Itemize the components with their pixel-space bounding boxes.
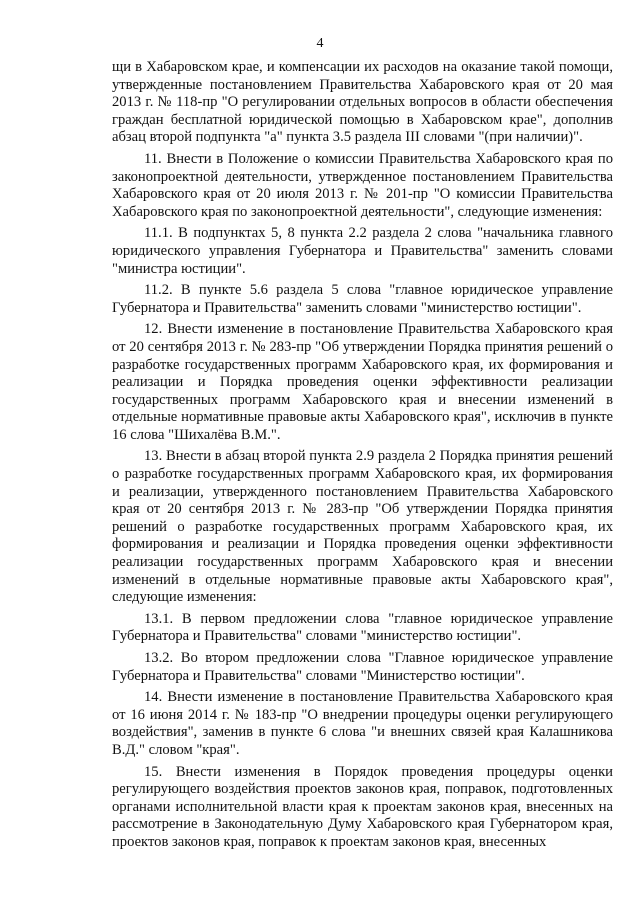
document-body xyxy=(112,59,613,856)
paragraph-item-11: 11. Внести в Положение о комиссии Правительства Хабаровского края по законопроектной деятельности, утвержденное постановлением Правительства Хабаровского края от 20 июля 2013 г. № 201-пр "О комиссии Правительства Хабаровского края по законопроектной деятельности", следующие изменения: xyxy=(112,150,613,220)
paragraph-item-14: 14. Внести изменение в постановление Правительства Хабаровского края от 16 июня 2014 г. № 183-пр "О внедрении процедуры оценки регулирующего воздействия", заменив в пункте 6 слова "и внешних связей края Калашникова В.Д." словом "края". xyxy=(112,689,613,758)
paragraph-continuation: щи в Хабаровском крае, и компенсации их расходов на оказание такой помощи, утвержденные постановлением Правительства Хабаровского края от 20 мая 2013 г. № 118-пр "О регулировании отдельных вопросов в области обеспечения граждан бесплатной юридической помощью в Хабаровском крае", дополнив абзац второй подпункта "а" пункта 3.5 раздела III словами "(при наличии)". xyxy=(112,59,613,146)
paragraph-item-13-1: 13.1. В первом предложении слова "главное юридическое управление Губернатора и Правительства" словами "министерство юстиции". xyxy=(112,610,613,645)
page-number: 4 xyxy=(316,36,324,51)
paragraph-item-13: 13. Внести в абзац второй пункта 2.9 раздела 2 Порядка принятия решений о разработке государственных программ Хабаровского края, их формирования и реализации, утвержденного постановлением Правительства Хабаровского края от 20 сентября 2013 г. № 283-пр "Об утверждении Порядка принятия решений о разработке государственных программ Хабаровского края, их формирования и реализации и Порядка проведения оценки эффективности реализации государственных программ Хабаровского края и внесении изменений в отдельные нормативные правовые акты Хабаровского края", следующие изменения: xyxy=(112,448,613,606)
paragraph-item-15: 15. Внести изменения в Порядок проведения процедуры оценки регулирующего воздействия проектов законов края, поправок, подготовленных органами исполнительной власти края к проектам законов края, внесенных на рассмотрение в Законодательную Думу Хабаровского края Губернатором края, проектов законов края, поправок к проектам законов края, внесенных xyxy=(112,763,613,850)
paragraph-item-13-2: 13.2. Во втором предложении слова "Главное юридическое управление Губернатора и Правительства" словами "Министерство юстиции". xyxy=(112,650,613,684)
paragraph-item-12: 12. Внести изменение в постановление Правительства Хабаровского края от 20 сентября 2013 г. № 283-пр "Об утверждении Порядка принятия решений о разработке государственных программ Хабаровского края, их формирования и реализации и Порядка проведения оценки эффективности реализации государственных программ Хабаровского края и внесении изменений в отдельные нормативные правовые акты Хабаровского края", исключив в пункте 16 слова "Шихалёва В.М.". xyxy=(112,321,613,443)
paragraph-item-11-1: 11.1. В подпунктах 5, 8 пункта 2.2 раздела 2 слова "начальника главного юридического управления Губернатора и Правительства" заменить словами "министра юстиции". xyxy=(112,225,613,277)
paragraph-item-11-2: 11.2. В пункте 5.6 раздела 5 слова "главное юридическое управление Губернатора и Правительства" заменить словами "министерство юстиции". xyxy=(112,282,613,316)
